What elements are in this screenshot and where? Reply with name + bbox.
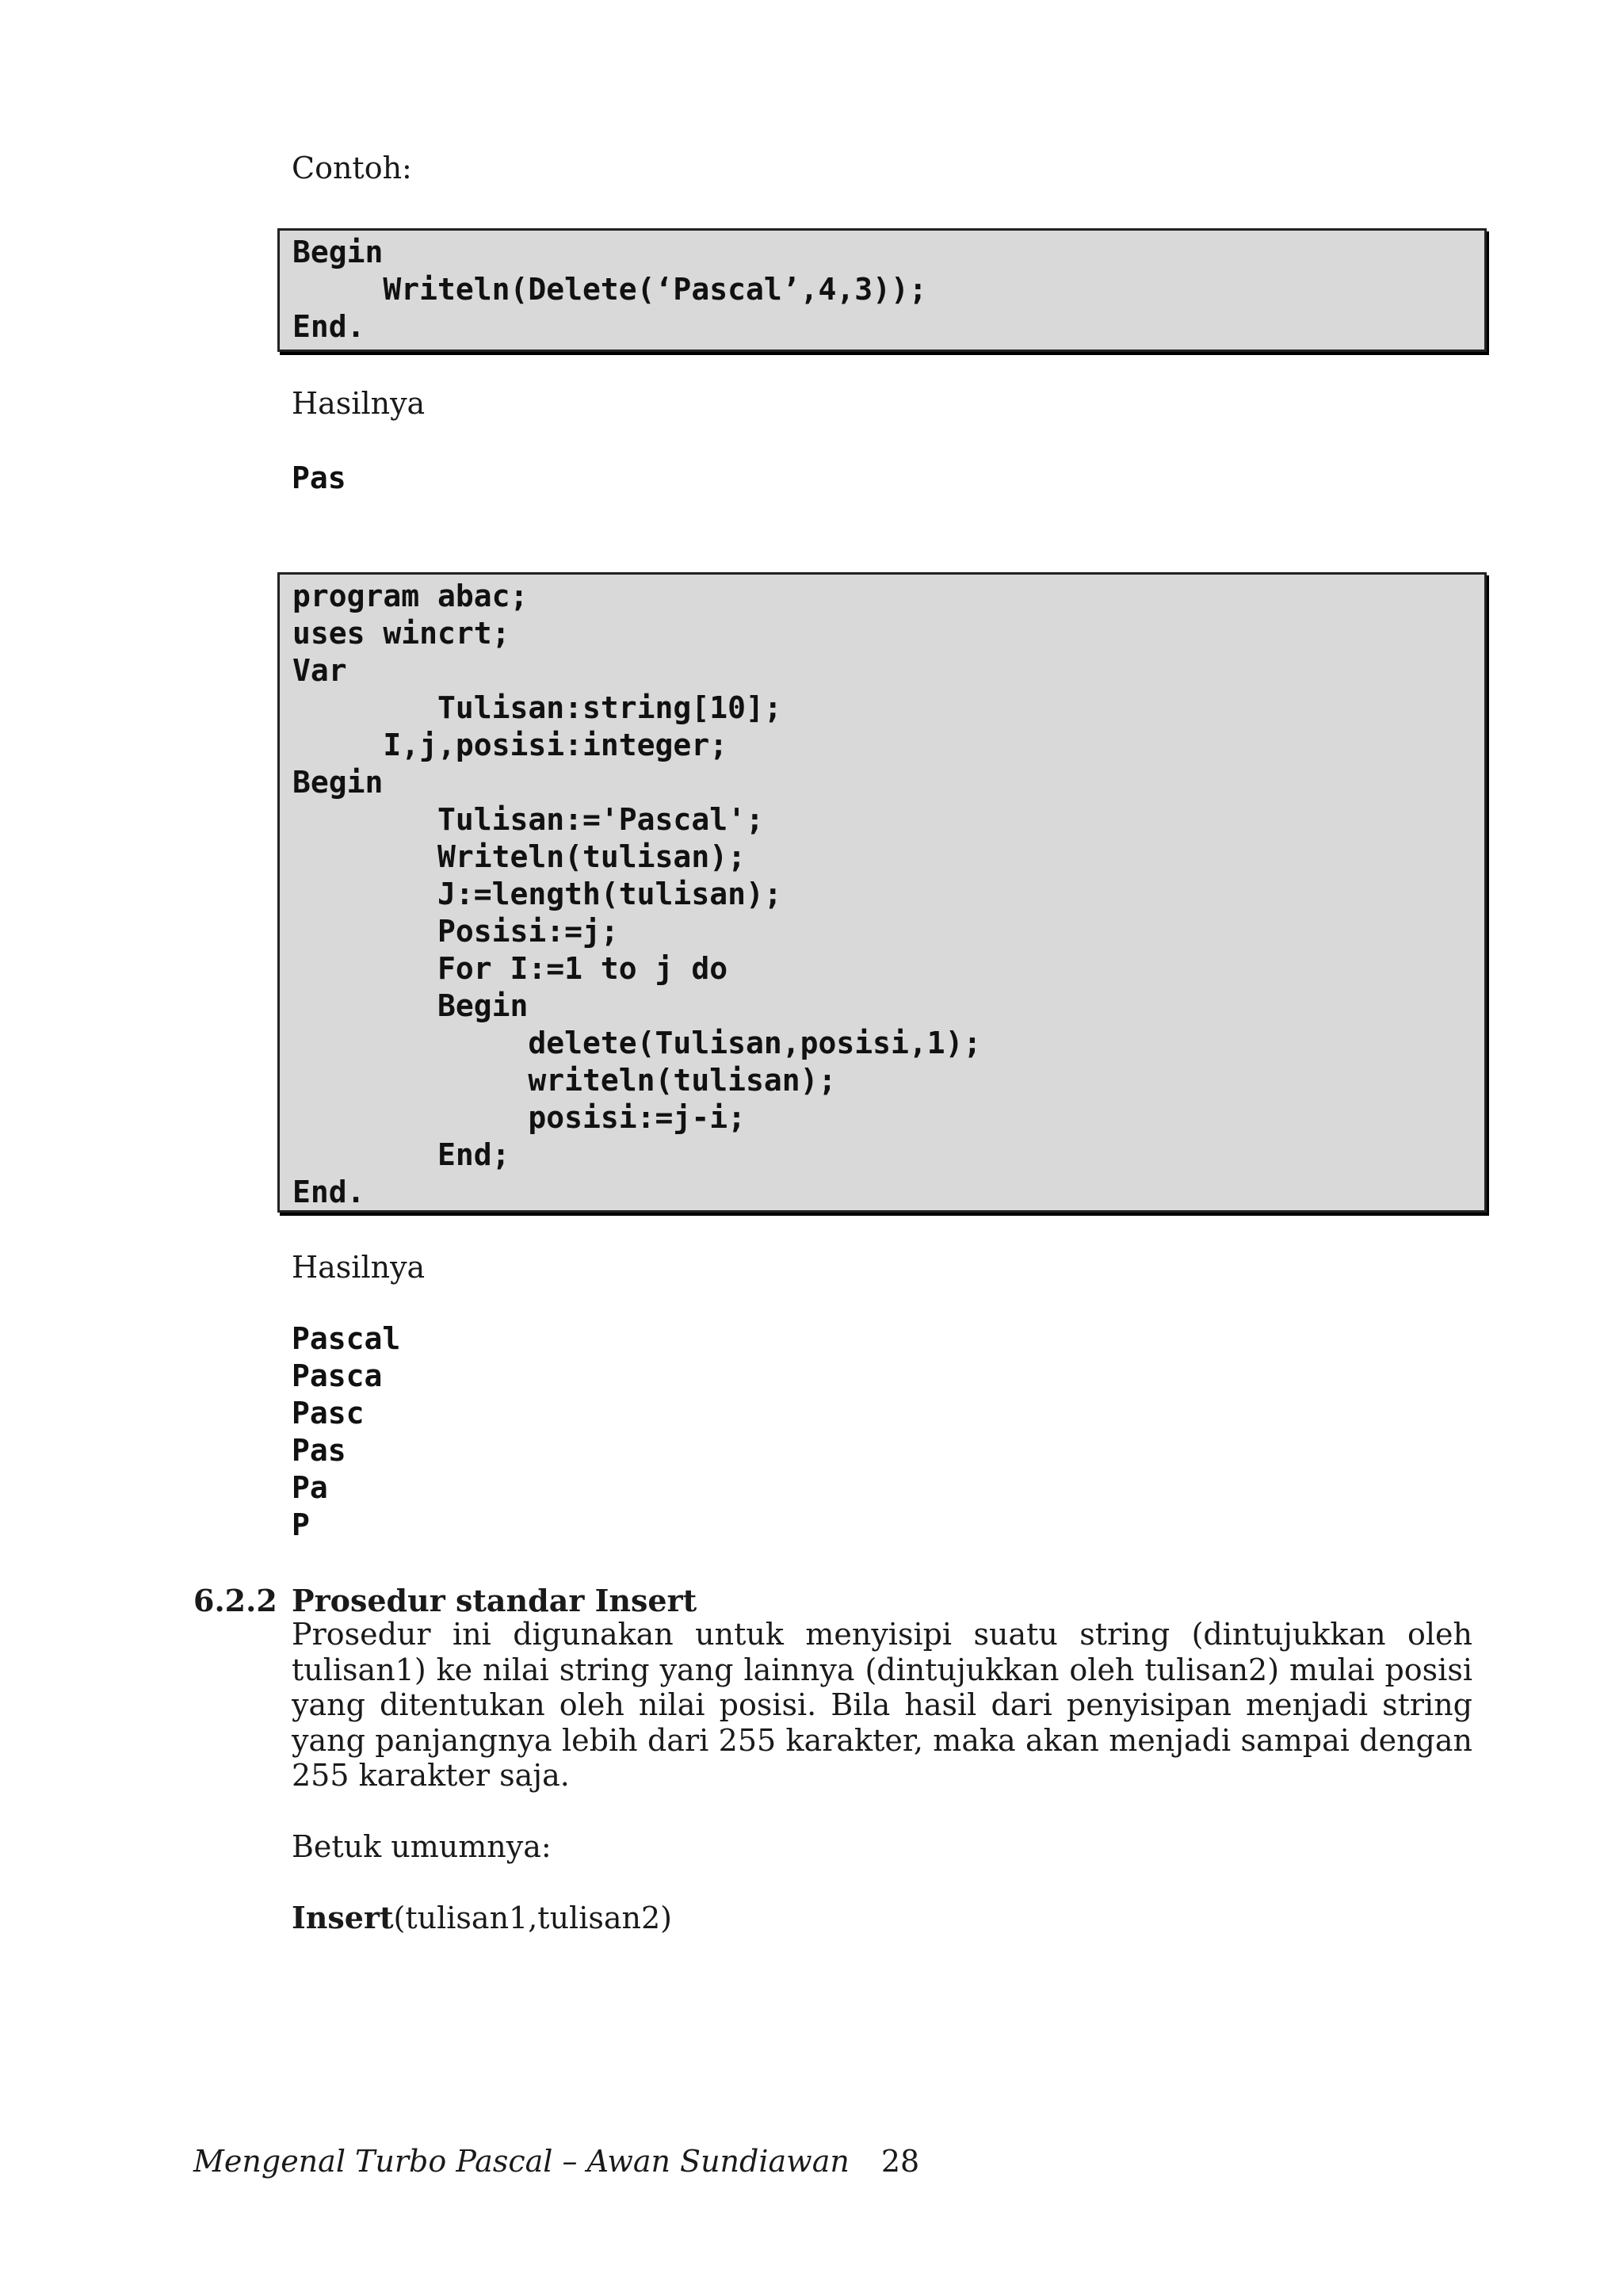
code-line: posisi:=j-i;	[292, 1100, 746, 1135]
code-line: Writeln(Delete(‘Pascal’,4,3));	[292, 272, 927, 307]
code-line: Begin	[292, 988, 529, 1023]
page-number: 28	[880, 2144, 920, 2179]
code-line: Var	[292, 653, 347, 688]
code-line: End.	[292, 309, 365, 344]
output-line: Pas	[292, 1433, 346, 1468]
result-output: Pas	[292, 460, 346, 495]
code-line: Tulisan:string[10];	[292, 690, 782, 725]
syntax-args: (tulisan1,tulisan2)	[393, 1901, 672, 1935]
code-line: delete(Tulisan,posisi,1);	[292, 1026, 982, 1060]
code-line: Tulisan:='Pascal';	[292, 802, 764, 837]
example-label: Contoh:	[292, 151, 412, 185]
code-line: Begin	[292, 765, 384, 800]
code-line: J:=length(tulisan);	[292, 877, 782, 911]
code-line: End;	[292, 1137, 510, 1172]
page-footer	[193, 2144, 919, 2179]
syntax-keyword: Insert	[292, 1900, 394, 1935]
output-line: Pascal	[292, 1321, 401, 1356]
code-line: For I:=1 to j do	[292, 951, 728, 986]
result-output-list	[292, 1320, 400, 1544]
code-line: Begin	[292, 235, 384, 269]
section-paragraph: Prosedur ini digunakan untuk menyisipi suatu string (dintujukkan oleh tulisan1) ke nilai string yang lainnya (dintujukkan oleh tulisan2) mulai posisi yang ditentukan oleh nilai posisi. Bila hasil dari penyisipan menjadi string yang panjangnya lebih dari 255 karakter, maka akan menjadi sampai dengan 255 karakter saja.	[292, 1617, 1472, 1793]
code-line: writeln(tulisan);	[292, 1063, 837, 1098]
code-line: End.	[292, 1175, 365, 1209]
section-heading	[193, 1584, 697, 1618]
section-title: Prosedur standar Insert	[292, 1583, 697, 1618]
code-line: uses wincrt;	[292, 616, 510, 651]
result-label: Hasilnya	[292, 1250, 426, 1285]
result-label: Hasilnya	[292, 386, 426, 421]
output-line: Pasc	[292, 1396, 365, 1431]
output-line: P	[292, 1507, 310, 1542]
code-block-delete-example	[277, 228, 1487, 352]
code-block-program-abac	[277, 572, 1487, 1213]
footer-title: Mengenal Turbo Pascal – Awan Sundiawan	[193, 2144, 850, 2179]
syntax-line	[292, 1901, 672, 1935]
section-number: 6.2.2	[193, 1583, 277, 1618]
general-form-label: Betuk umumnya:	[292, 1829, 552, 1864]
code-line: I,j,posisi:integer;	[292, 728, 728, 762]
output-line: Pa	[292, 1470, 328, 1505]
output-line: Pasca	[292, 1358, 383, 1393]
code-line: Writeln(tulisan);	[292, 839, 746, 874]
code-line: program abac;	[292, 579, 529, 613]
code-line: Posisi:=j;	[292, 914, 619, 949]
